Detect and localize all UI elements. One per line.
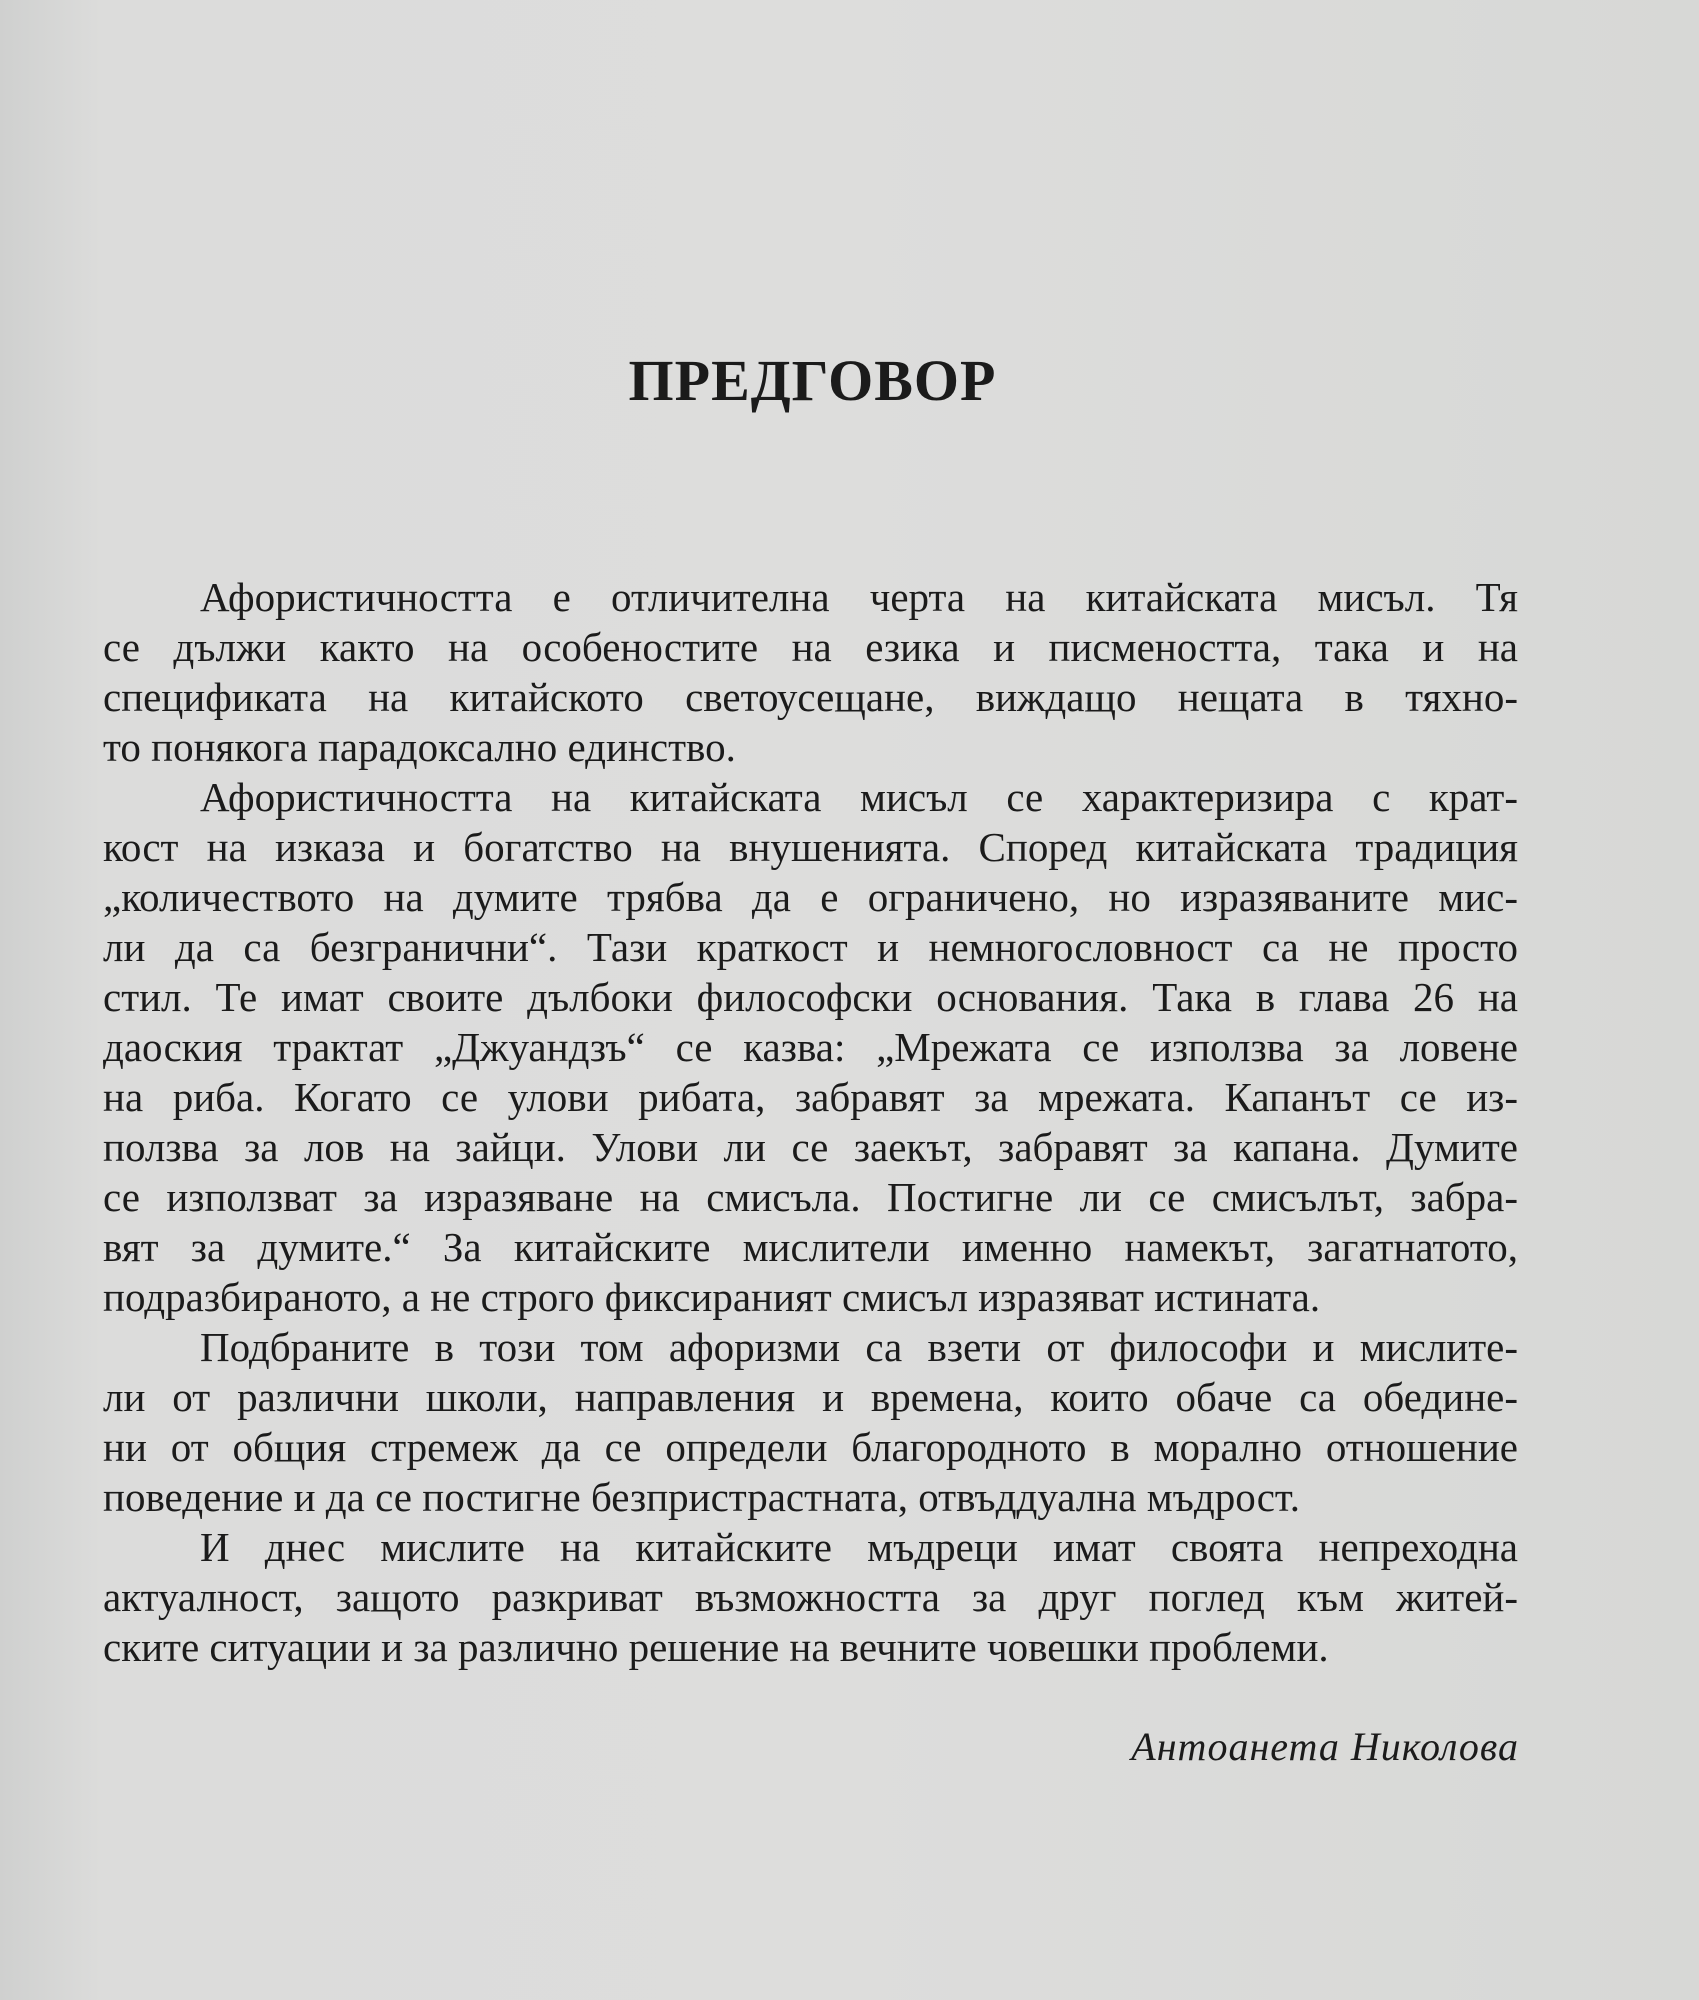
text-line: кост на изказа и богатство на внушенията. Според китайската традиция [103, 824, 1518, 870]
text-line: Подбраните в този том афоризми са взети от философи и мислите- [200, 1324, 1518, 1370]
text-line: вят за думите.“ За китайските мислители именно намекът, загатнатото, [103, 1224, 1518, 1270]
text-line: на риба. Когато се улови рибата, забравят за мрежата. Капанът се из- [103, 1074, 1518, 1120]
text-line: ските ситуации и за различно решение на вечните човешки проблеми. [103, 1624, 1329, 1670]
paragraph-4 [103, 1522, 1518, 1672]
paragraph-2 [103, 772, 1518, 1322]
text-line: „количеството на думите трябва да е ограничено, но изразяваните мис- [103, 874, 1518, 920]
text-line: подразбираното, а не строго фиксираният смисъл изразяват истината. [103, 1274, 1321, 1320]
text-line: ли да са безгранични“. Тази краткост и немногословност са не просто [103, 924, 1518, 970]
paragraph-3 [103, 1322, 1518, 1522]
text-line: спецификата на китайското светоусещане, виждащо нещата в тяхно- [103, 674, 1518, 720]
page-title: ПРЕДГОВОР [628, 347, 997, 413]
text-line: И днес мислите на китайските мъдреци имат своята непреходна [200, 1524, 1518, 1570]
preface-text [103, 572, 1518, 1672]
text-line: ползва за лов на зайци. Улови ли се заекът, забравят за капана. Думите [103, 1124, 1518, 1170]
text-line: Афористичността на китайската мисъл се характеризира с крат- [200, 774, 1518, 820]
text-line: стил. Те имат своите дълбоки философски основания. Така в глава 26 на [103, 974, 1518, 1020]
text-line: ли от различни школи, направления и времена, които обаче са обедине- [103, 1374, 1518, 1420]
text-line: поведение и да се постигне безпристрастната, отвъддуална мъдрост. [103, 1474, 1301, 1520]
text-line: Афористичността е отличителна черта на китайската мисъл. Тя [200, 574, 1518, 620]
text-line: се използват за изразяване на смисъла. Постигне ли се смисълът, забра- [103, 1174, 1518, 1220]
text-line: то понякога парадоксално единство. [103, 724, 736, 770]
text-line: се дължи както на особеностите на езика и писмеността, така и на [103, 624, 1518, 670]
paragraph-1 [103, 572, 1518, 772]
author-signature: Антоанета Николова [1131, 1724, 1519, 1769]
text-line: даоския трактат „Джуандзъ“ се казва: „Мрежата се използва за ловене [103, 1024, 1518, 1070]
text-line: ни от общия стремеж да се определи благородното в морално отношение [103, 1424, 1518, 1470]
text-line: актуалност, защото разкриват възможността за друг поглед към житей- [103, 1574, 1518, 1620]
